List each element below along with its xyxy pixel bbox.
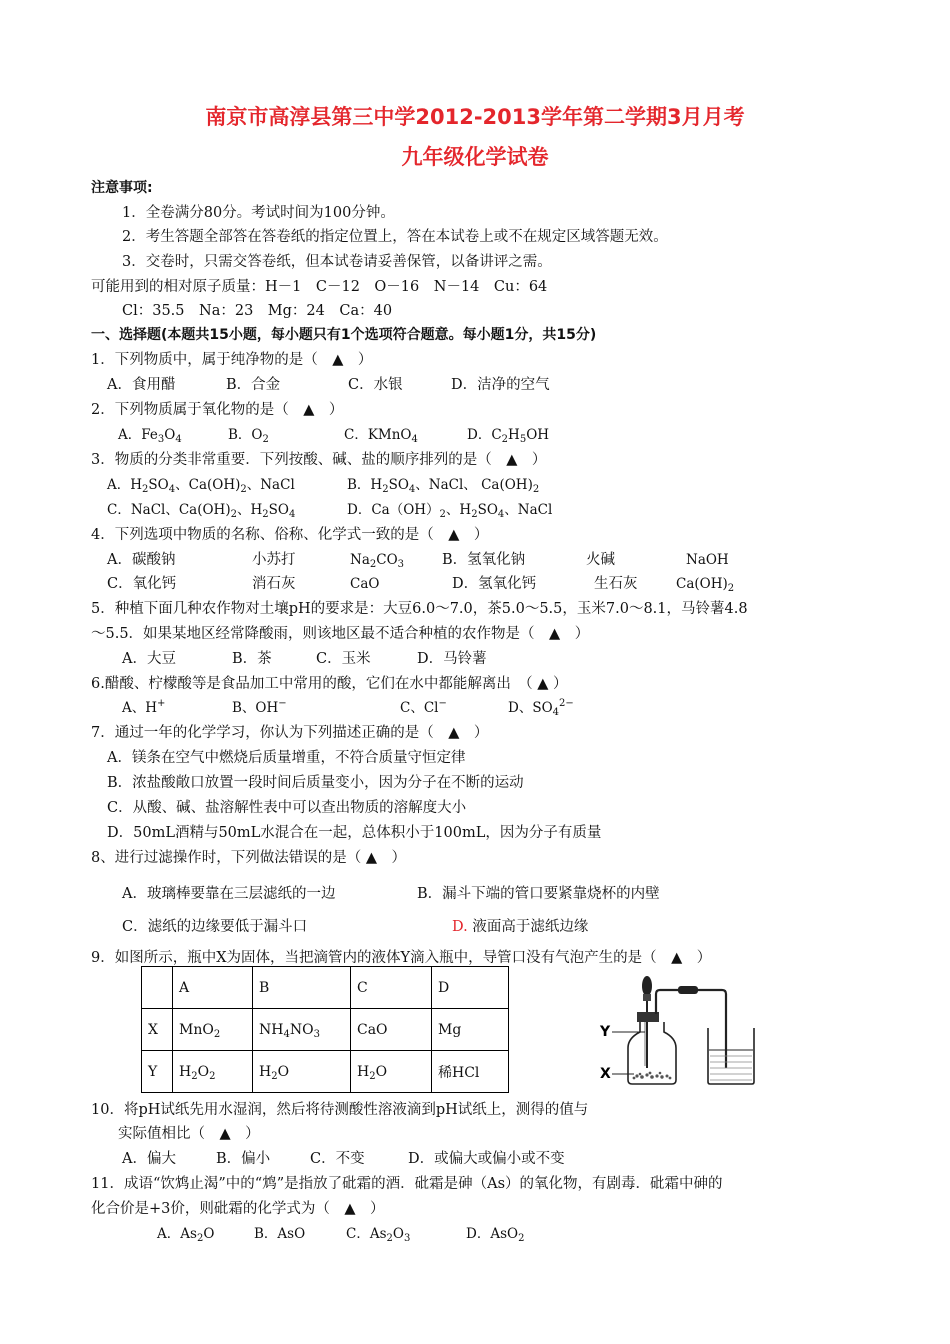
q2-stem: 2．下列物质属于氧化物的是（ ▲ ） (91, 402, 344, 418)
q10-option-c: C．不变 (310, 1151, 365, 1167)
table-cell: $H_2O_2$ (173, 1051, 253, 1093)
q1-option-c: C．水银 (348, 377, 403, 393)
q4-option-a-common: 小苏打 (252, 552, 296, 568)
q4-option-b-common: 火碱 (586, 552, 615, 568)
q8-option-c: C．滤纸的边缘要低于漏斗口 (122, 919, 308, 935)
q10-option-b: B．偏小 (216, 1151, 271, 1167)
table-row (142, 1009, 509, 1051)
label-y: Y (600, 1024, 611, 1040)
q4-option-c-common: 消石灰 (252, 576, 296, 592)
table-cell: Y (142, 1051, 173, 1093)
table-cell: B (253, 967, 351, 1009)
q8-option-d-text: 液面高于滤纸边缘 (472, 919, 589, 935)
table-cell: MnO$_2$ (173, 1009, 253, 1051)
q4-option-d-formula: $Ca(OH)_2$ (676, 576, 735, 594)
q11-option-b: B．AsO (254, 1226, 306, 1242)
q6-option-b: B、OH− (232, 698, 287, 716)
q8-option-b: B．漏斗下端的管口要紧靠烧杯的内壁 (417, 886, 660, 902)
table-cell: Mg (432, 1009, 509, 1051)
q5-option-c: C．玉米 (316, 651, 371, 667)
q1-option-a: A．食用醋 (107, 377, 176, 393)
q5-stem-line-2: ～5.5．如果某地区经常降酸雨，则该地区最不适合种植的农作物是（ ▲ ） (91, 626, 590, 642)
q6-option-d: D、$SO_4^{2-}$ (508, 698, 574, 718)
exam-title: 南京市高淳县第三中学2012-2013学年第二学期3月月考 (205, 105, 745, 129)
flask-icon (628, 1022, 676, 1084)
table-cell: $NH_4NO_3$ (253, 1009, 351, 1051)
section-1-heading: 一、选择题(本题共15小题，每小题只有1个选项符合题意。每小题1分，共15分) (91, 327, 597, 343)
q11-option-d: D．AsO$_2$ (466, 1226, 525, 1244)
q5-option-a: A．大豆 (122, 651, 176, 667)
q4-option-d-common: 生石灰 (594, 576, 638, 592)
table-cell: $H_2O$ (351, 1051, 432, 1093)
q7-stem: 7．通过一年的化学学习，你认为下列描述正确的是（ ▲ ） (91, 725, 489, 741)
table-cell: A (173, 967, 253, 1009)
q1-stem: 1．下列物质中，属于纯净物的是（ ▲ ） (91, 352, 373, 368)
atomic-mass-line-1: 可能用到的相对原子质量：H－1 C－12 O－16 N－14 Cu：64 (91, 279, 548, 295)
table-cell (142, 967, 173, 1009)
q8-option-d-letter: D. (452, 919, 468, 935)
q11-option-c: C．$As_2O_3$ (346, 1226, 411, 1244)
dropper-bulb-icon (642, 976, 652, 996)
q4-option-b-name: B．氢氧化钠 (442, 552, 526, 568)
q3-stem: 3．物质的分类非常重要．下列按酸、碱、盐的顺序排列的是（ ▲ ） (91, 452, 547, 468)
q11-stem-line-1: 11．成语“饮鸩止渴”中的“鸩”是指放了砒霜的酒．砒霜是砷（As）的氧化物，有剧毒．砒霜中砷的 (91, 1176, 723, 1192)
q10-stem-line-1: 10．将pH试纸先用水湿润，然后将待测酸性溶液滴到pH试纸上，测得的值与 (91, 1102, 589, 1118)
q4-option-d-name: D．氢氧化钙 (452, 576, 537, 592)
q9-stem: 9．如图所示，瓶中X为固体，当把滴管内的液体Y滴入瓶中，导管口没有气泡产生的是（ ▲ ） (91, 950, 712, 966)
table-cell: C (351, 967, 432, 1009)
q10-stem-line-2: 实际值相比（ ▲ ） (118, 1126, 260, 1142)
q4-option-a-formula: $Na_2CO_3$ (350, 552, 405, 570)
q4-option-b-formula: NaOH (686, 552, 729, 568)
q5-option-d: D．马铃薯 (417, 651, 487, 667)
label-x: X (600, 1066, 611, 1082)
q7-option-a: A．镁条在空气中燃烧后质量增重，不符合质量守恒定律 (107, 750, 466, 766)
q8-option-a: A．玻璃棒要靠在三层滤纸的一边 (122, 886, 336, 902)
q4-option-c-name: C．氧化钙 (107, 576, 177, 592)
q6-option-c: C、Cl− (400, 698, 447, 716)
q6-stem: 6.醋酸、柠檬酸等是食品加工中常用的酸，它们在水中都能解离出 （ ▲ ） (91, 676, 568, 692)
notice-item-3: 3．交卷时，只需交答卷纸，但本试卷请妥善保管，以备讲评之需。 (122, 254, 552, 270)
q3-option-c: C．NaCl、$Ca(OH)_2$、$H_2SO_4$ (107, 502, 296, 520)
q3-option-a: A．$H_2SO_4$、$Ca(OH)_2$、NaCl (107, 477, 295, 495)
q7-option-b: B．浓盐酸敞口放置一段时间后质量变小，因为分子在不断的运动 (107, 775, 524, 791)
notice-heading: 注意事项: (91, 180, 153, 196)
table-cell: D (432, 967, 509, 1009)
q5-option-b: B．茶 (232, 651, 272, 667)
notice-item-1: 1．全卷满分80分。考试时间为100分钟。 (122, 205, 395, 221)
q7-option-c: C．从酸、碱、盐溶解性表中可以查出物质的溶解度大小 (107, 800, 467, 816)
q8-option-d (452, 918, 588, 936)
q2-option-c: C．KMnO$_4$ (344, 427, 418, 445)
q4-option-a-name: A．碳酸钠 (107, 552, 176, 568)
table-cell: 稀HCl (432, 1051, 509, 1093)
q4-option-c-formula: CaO (350, 576, 380, 592)
q9-table (141, 966, 509, 1093)
q3-option-d: D．$Ca(OH)_2$、$H_2SO_4$、NaCl (347, 502, 553, 520)
exam-subtitle: 九年级化学试卷 (401, 145, 549, 169)
q1-option-b: B．合金 (226, 377, 281, 393)
q2-option-b: B．$O_2$ (228, 427, 269, 445)
table-cell: CaO (351, 1009, 432, 1051)
q11-option-a: A．$As_2O$ (157, 1226, 215, 1244)
q10-option-a: A．偏大 (122, 1151, 176, 1167)
table-cell: X (142, 1009, 173, 1051)
q2-option-a: A．$Fe_3O_4$ (118, 427, 182, 445)
q5-stem-line-1: 5．种植下面几种农作物对土壤pH的要求是：大豆6.0～7.0，茶5.0～5.5，玉米7.0～8.1，马铃薯4.8 (91, 601, 748, 617)
table-cell: $H_2O$ (253, 1051, 351, 1093)
q6-option-a: A、H+ (122, 698, 166, 716)
atomic-mass-line-2: Cl：35.5 Na：23 Mg：24 Ca：40 (122, 303, 393, 319)
q8-stem: 8、进行过滤操作时，下列做法错误的是（ ▲ ） (91, 850, 406, 866)
q1-option-d: D．洁净的空气 (451, 377, 550, 393)
q4-stem: 4．下列选项中物质的名称、俗称、化学式一致的是（ ▲ ） (91, 527, 489, 543)
apparatus-figure (592, 968, 802, 1088)
notice-item-2: 2．考生答题全部答在答卷纸的指定位置上，答在本试卷上或不在规定区域答题无效。 (122, 229, 668, 245)
table-row (142, 1051, 509, 1093)
q10-option-d: D．或偏大或偏小或不变 (408, 1151, 565, 1167)
q7-option-d: D．50mL酒精与50mL水混合在一起，总体积小于100mL，因为分子有质量 (107, 825, 602, 841)
table-row (142, 967, 509, 1009)
q3-option-b: B．$H_2SO_4$、NaCl、 $Ca(OH)_2$ (347, 477, 540, 495)
q11-stem-line-2: 化合价是+3价，则砒霜的化学式为（ ▲ ） (91, 1201, 385, 1217)
q2-option-d: D．$C_2H_5OH$ (467, 427, 550, 445)
